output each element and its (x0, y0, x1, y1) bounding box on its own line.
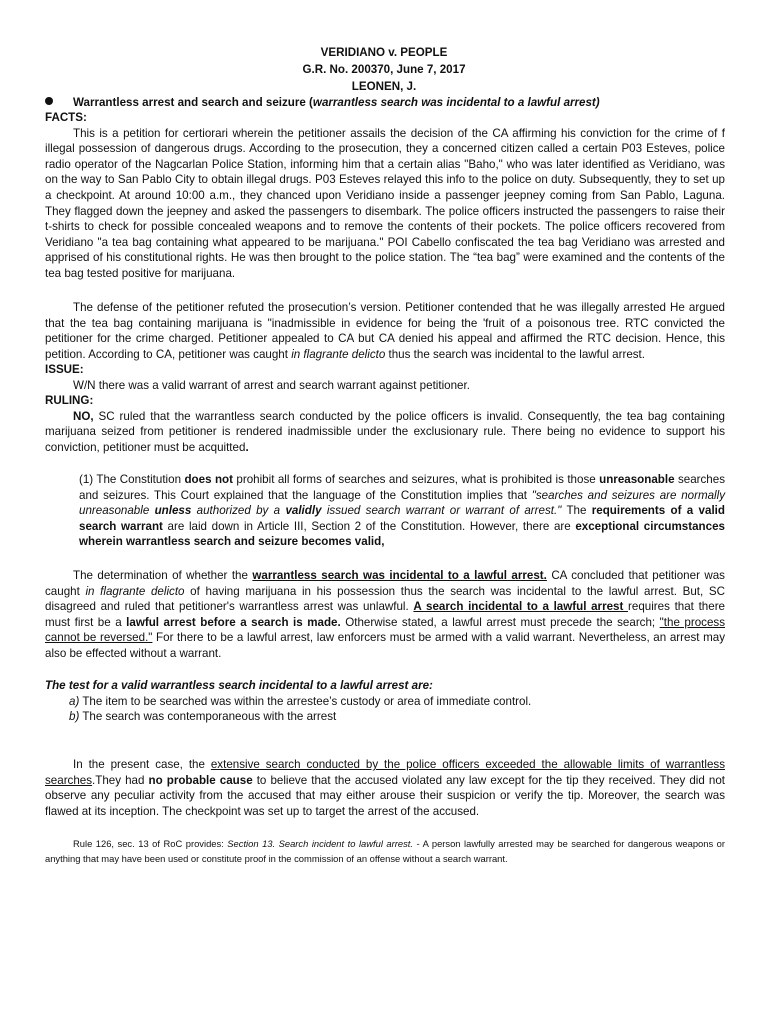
p1-l: requirements of a valid search warrant (79, 504, 725, 533)
ruling-body: SC ruled that the warrantless search conducted by the police officers is invalid. Consequently, the tea bag containing marijuana seized from petitioner is rendered inadmissible under the exclusionary rule. There being no evidence to support his conviction, petitioner must be acquitted (45, 409, 725, 454)
ruling-dot: . (245, 440, 249, 454)
test-section (45, 678, 725, 725)
p1-a: (1) The Constitution (79, 473, 185, 486)
test-a-text: The item to be searched was within the arrestee’s custody or area of immediate control. (79, 694, 532, 708)
ruling-no: NO, (73, 409, 94, 423)
topic-italic: warrantless search was incidental to a lawful arrest) (312, 96, 600, 109)
issue-text: W/N there was a valid warrant of arrest and search warrant against petitioner. (73, 378, 470, 392)
p1-f: "searches and seizures are normally unreasonable (79, 488, 726, 518)
p3-d: in flagrante delicto (85, 584, 185, 598)
case-title: VERIDIANO v. PEOPLE (320, 46, 448, 59)
p4-e: to believe that the accused violated any law except for the tip they received. They did not observe any peculiar activity from the accused that may either arouse their suspicion or verify the tip. Moreover, the search was flawed at its inception. The checkpoint was set up to target the arrest of the accused. (45, 773, 725, 818)
p1-h: authorized by a (191, 504, 286, 518)
p1-b: does not (184, 473, 233, 486)
p1-i: validly (285, 504, 322, 518)
p3-c: CA concluded that petitioner was caught (45, 569, 725, 598)
bullet-icon (45, 97, 53, 105)
case-justice: LEONEN, J. (351, 80, 417, 93)
p1-k: The (561, 504, 592, 518)
p3-h: lawful arrest before a search is made. (126, 615, 341, 629)
p4-c: .They had (92, 773, 149, 787)
test-heading: The test for a valid warrantless search incidental to a lawful arrest are: (45, 679, 433, 692)
rule-a: Rule 126, sec. 13 of RoC provides: (73, 838, 228, 849)
ruling-text (45, 409, 725, 456)
issue-label: ISSUE: (45, 363, 84, 376)
p1-g: unless (154, 504, 192, 518)
ruling-label: RULING: (45, 394, 94, 408)
p3-f: A search incidental to a lawful arrest (413, 600, 629, 614)
point-1-paragraph (79, 472, 725, 550)
p1-e: searches and seizures. This Court explained that the language of the Constitution implies that (79, 473, 726, 502)
test-b-label: b) (69, 710, 80, 724)
p1-c: prohibit all forms of searches and seizures, what is prohibited is those (232, 473, 600, 486)
facts-paragraph-2 (45, 300, 725, 362)
p3-a: The determination of whether the (73, 569, 253, 582)
facts-label: FACTS: (45, 111, 87, 124)
p3-i: Otherwise stated, a lawful arrest must precede the search; (340, 615, 660, 629)
p1-d: unreasonable (599, 473, 675, 486)
test-b-text: The search was contemporaneous with the arrest (79, 710, 337, 724)
facts-p2-italic: in flagrante delicto (291, 347, 386, 361)
determination-paragraph (45, 568, 725, 662)
facts-p2-text: The defense of the petitioner refuted the prosecution’s version. Petitioner contended that he was illegally arrested He argued that the tea bag containing marijuana is "inadmissible in evidence for being the 'fruit of a poisonous tree. RTC convicted the petitioner for the crime charged. Petitioner appealed to CA but CA denied his appeal and affirmed the RTC decision. Hence, this petition. According to CA, petitioner was caught (45, 301, 725, 361)
facts-p2-end: thus the search was incidental to the lawful arrest. (385, 347, 646, 361)
p3-j: "the process cannot be reversed." (45, 615, 725, 645)
p3-b: warrantless search was incidental to a lawful arrest. (252, 569, 547, 582)
topic-lead: Warrantless arrest and search and seizure ( (73, 96, 313, 109)
p3-k: For there to be a lawful arrest, law enforcers must be armed with a valid warrant. Nevertheless, an arrest may also be effected without a warrant. (45, 631, 725, 660)
issue-section (45, 362, 725, 456)
p3-e: of having marijuana in his possession thus the search was incidental to the lawful arrest. But, SC disagreed and ruled that petitioner's warrantless arrest was unlawful. (45, 584, 725, 614)
present-case-paragraph (45, 757, 725, 819)
facts-section (45, 110, 725, 282)
topic-line (45, 95, 725, 111)
test-item-b (45, 709, 725, 725)
facts-paragraph-1: This is a petition for certiorari wherein the petitioner assails the decision of the CA affirming his conviction for the crime of f illegal possession of dangerous drugs. According to the prosecution, they a concerned citizen called a certain P03 Esteves, police radio operator of the Nagcarlan Police Station, informing him that a certain alias "Baho," who was later identified as Veridiano, was on the way to San Pablo City to obtain illegal drugs. P03 Esteves relayed this info to the police on duty. Subsequently, they to set up a checkpoint. At around 10:00 a.m., they chanced upon Veridiano inside a passenger jeepney coming from San Pablo, Laguna. They flagged down the jeepney and asked the passengers to disembark. The police officers instructed the passengers to raise their t-shirts to check for possible concealed weapons and to remove the contents of their pockets. The police officers recovered from Veridiano "a tea bag containing what appeared to be marijuana." POI Cabello confiscated the tea bag Veridiano was arrested and apprised of his constitutional rights. He was then brought to the police station. The “tea bag” were examined and the contents of the tea bag tested positive for marijuana. (45, 126, 725, 280)
rule-b: Section 13. Search incident to lawful arrest. (227, 838, 413, 849)
test-item-a (45, 694, 725, 710)
p1-n: exceptional circumstances wherein warrantless search and seizure becomes valid, (79, 519, 725, 549)
p4-b: extensive search conducted by the police officers exceeded the allowable limits of warrantless searches (45, 758, 725, 787)
rule-c: - A person lawfully arrested may be searched for dangerous weapons or anything that may have been used or constitute proof in the commission of an offense without a search warrant. (45, 838, 725, 864)
p1-m: are laid down in Article III, Section 2 of the Constitution. However, there are (162, 519, 576, 533)
p4-d: no probable cause (148, 773, 253, 787)
p4-a: In the present case, the (73, 758, 211, 771)
test-a-label: a) (69, 694, 80, 708)
case-gr-number: G.R. No. 200370, June 7, 2017 (302, 63, 466, 76)
p3-g: requires that there must first be a (45, 600, 726, 629)
p1-j: issued search warrant or warrant of arrest." (321, 504, 562, 518)
rule-footnote (45, 836, 725, 866)
